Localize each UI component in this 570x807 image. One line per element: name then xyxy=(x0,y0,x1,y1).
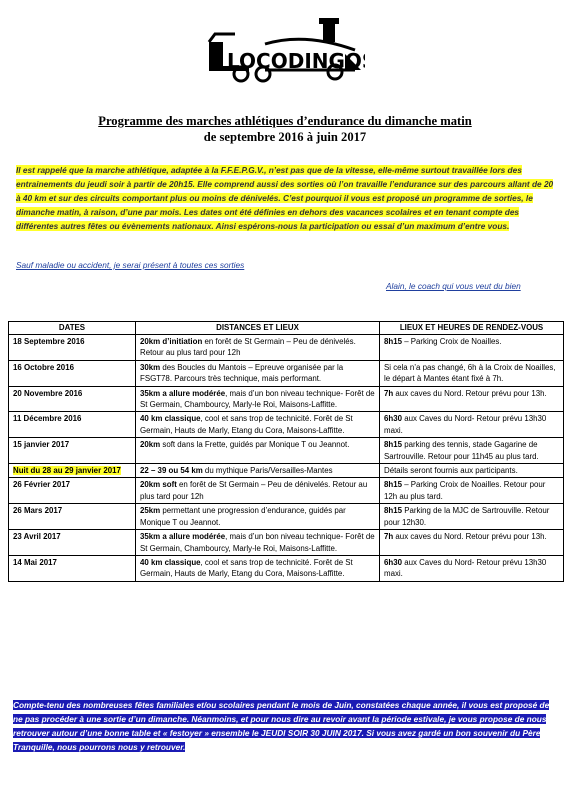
locodingos-logo xyxy=(205,12,365,84)
date-text: 18 Septembre 2016 xyxy=(13,337,85,346)
rendezvous-time: 6h30 xyxy=(384,414,402,424)
distance-bold: 20km d’initiation xyxy=(140,337,203,346)
date-text: 20 Novembre 2016 xyxy=(13,388,83,398)
page-title xyxy=(40,113,530,145)
intro-text: Il est rappelé que la marche athlétique, adaptée à la F.F.E.P.G.V., n’est pas que de la vitesse, elle-même surtout travaillée lors des entrainements du jeudi soir à partir de 20h15. Elle comprend aussi des sorties où l’on travaille l’endurance sur des parcours allant de 20 à 40 km et sur des circuits comportant plus ou moins de dénivelés. C’est pourquoi il vous est proposé un programme de sorties, le dimanche matin, à raison, d’une par mois. Les dates ont été définies en dehors des vacances scolaires et en tenant compte des différentes autres fêtes ou évènements nationaux. Ainsi espérons-nous la participation ou essai d’un maximum d’entre vous. xyxy=(16,165,554,232)
table-row xyxy=(9,438,564,464)
table-row xyxy=(9,530,564,556)
row-rendezvous xyxy=(380,360,564,386)
distance-bold: 35km a allure modérée xyxy=(140,388,226,398)
date-text: 23 Avril 2017 xyxy=(13,532,61,542)
header-dates: DATES xyxy=(9,322,136,335)
rendezvous-time: 8h15 xyxy=(384,506,402,516)
rendezvous-time: 8h15 xyxy=(384,440,402,450)
row-rendezvous xyxy=(380,504,564,530)
distance-bold: 40 km classique xyxy=(140,414,201,424)
table-row xyxy=(9,386,564,412)
rendezvous-text: Détails seront fournis aux participants. xyxy=(384,466,518,476)
intro-paragraph xyxy=(16,163,556,233)
distance-bold: 20km xyxy=(140,440,161,450)
row-distance xyxy=(136,386,380,412)
row-date xyxy=(9,438,136,464)
closing-paragraph xyxy=(13,698,556,754)
date-text: Nuit du 28 au 29 janvier 2017 xyxy=(13,466,121,476)
row-date xyxy=(9,464,136,478)
row-date xyxy=(9,555,136,581)
logo-lettering: LOCODINGOS xyxy=(227,49,365,73)
distance-bold: 20km soft xyxy=(140,480,177,490)
row-distance xyxy=(136,555,380,581)
row-date xyxy=(9,530,136,556)
row-date xyxy=(9,478,136,504)
row-date xyxy=(9,386,136,412)
distance-text: , cool et sans trop de technicité. Forêt de St Germain, Hauts de Marly, Etang du Cora, Maisons-Laffitte. xyxy=(140,557,353,579)
distance-bold: 35km a allure modérée xyxy=(140,532,226,542)
row-distance xyxy=(136,464,380,478)
distance-bold: 22 – 39 ou 54 km xyxy=(140,466,203,476)
rendezvous-text: Si cela n’a pas changé, 6h à la Croix de Noailles, le départ à Mantes étant fixé à 7h. xyxy=(384,362,556,384)
row-date xyxy=(9,504,136,530)
rendezvous-text: – Parking Croix de Noailles. Retour pour 12h au plus tard. xyxy=(384,480,546,501)
distance-text: du mythique Paris/Versailles-Mantes xyxy=(202,466,333,476)
row-rendezvous xyxy=(380,464,564,478)
distance-text: , mais d’un bon niveau technique- Forêt de St Germain, Chambourcy, Marly-le Roi, Maisons-Laffitte. xyxy=(140,388,375,410)
table-header-row xyxy=(9,322,564,335)
header-distances: DISTANCES ET LIEUX xyxy=(136,322,380,335)
date-text: 16 Octobre 2016 xyxy=(13,362,74,372)
date-text: 26 Mars 2017 xyxy=(13,506,63,516)
closing-text: Compte-tenu des nombreuses fêtes familiales et/ou scolaires pendant le mois de Juin, constatées chaque année, il vous est proposé de ne pas procéder à une sortie d’un dimanche. Néanmoins, et pour nous dire au revoir avant la période estivale, je vous propose de nous retrouver autour d’une bonne table et « festoyer » ensemble le JEUDI SOIR 30 JUIN 2017. Si vous avez gardé un bon souvenir du Père Tranquille, nous pourrons nous y retrouver. xyxy=(13,700,550,753)
distance-text: , cool et sans trop de technicité. Forêt de St Germain, Hauts de Marly, Etang du Cora, Maisons-Laffitte. xyxy=(140,414,353,435)
date-text: 14 Mai 2017 xyxy=(13,557,57,567)
title-line-2: de septembre 2016 à juin 2017 xyxy=(203,130,367,144)
distance-text: en forêt de St Germain – Peu de dénivelés. Retour au plus tard pour 12h xyxy=(140,337,356,358)
row-rendezvous xyxy=(380,555,564,581)
title-line-1: Programme des marches athlétiques d’endurance du dimanche matin xyxy=(98,114,472,128)
distance-text: en forêt de St Germain – Peu de dénivelés. Retour au plus tard pour 12h xyxy=(140,480,368,501)
rendezvous-time: 6h30 xyxy=(384,557,402,567)
distance-text: des Boucles du Mantois – Epreuve organisée par la FSGT78. Parcours très technique, mais performant. xyxy=(140,362,344,384)
rendezvous-time: 8h15 xyxy=(384,337,402,346)
row-rendezvous xyxy=(380,412,564,438)
rendezvous-time: 7h xyxy=(384,532,394,542)
table-row xyxy=(9,504,564,530)
attendance-note: Sauf maladie ou accident, je serai présent à toutes ces sorties xyxy=(16,260,245,270)
coach-signature: Alain, le coach qui vous veut du bien xyxy=(386,281,521,291)
row-date xyxy=(9,360,136,386)
rendezvous-time: 7h xyxy=(384,388,394,398)
rendezvous-text: aux caves du Nord. Retour prévu pour 13h. xyxy=(393,388,547,398)
table-row xyxy=(9,464,564,478)
rendezvous-text: Parking de la MJC de Sartrouville. Retour pour 12h30. xyxy=(384,506,550,527)
row-date xyxy=(9,412,136,438)
row-distance xyxy=(136,504,380,530)
rendezvous-text: aux Caves du Nord- Retour prévu 13h30 maxi. xyxy=(384,557,547,579)
distance-text: , mais d’un bon niveau technique- Forêt de St Germain, Chambourcy, Marly-le Roi, Maisons-Laffitte. xyxy=(140,532,375,553)
rendezvous-text: parking des tennis, stade Gagarine de Sartrouville. Retour pour 11h45 au plus tard. xyxy=(384,440,539,461)
distance-text: soft dans la Frette, guidés par Monique T ou Jeannot. xyxy=(160,440,350,450)
row-distance xyxy=(136,335,380,361)
distance-bold: 30km xyxy=(140,362,161,372)
table-row xyxy=(9,478,564,504)
table-row xyxy=(9,335,564,361)
row-distance xyxy=(136,412,380,438)
distance-bold: 40 km classique xyxy=(140,557,201,567)
row-distance xyxy=(136,438,380,464)
row-rendezvous xyxy=(380,438,564,464)
row-date xyxy=(9,335,136,361)
row-distance xyxy=(136,530,380,556)
rendezvous-time: 8h15 xyxy=(384,480,402,490)
row-rendezvous xyxy=(380,335,564,361)
distance-text: permettant une progression d’endurance, guidés par Monique T ou Jeannot. xyxy=(140,506,346,527)
table-row xyxy=(9,555,564,581)
rendezvous-text: aux caves du Nord. Retour prévu pour 13h. xyxy=(393,532,547,542)
rendezvous-text: – Parking Croix de Noailles. xyxy=(402,337,502,346)
row-rendezvous xyxy=(380,386,564,412)
distance-bold: 25km xyxy=(140,506,161,516)
rendezvous-text: aux Caves du Nord- Retour prévu 13h30 maxi. xyxy=(384,414,547,435)
row-distance xyxy=(136,360,380,386)
table-row xyxy=(9,360,564,386)
date-text: 15 janvier 2017 xyxy=(13,440,70,450)
row-rendezvous xyxy=(380,478,564,504)
schedule-table xyxy=(8,321,564,582)
date-text: 26 Février 2017 xyxy=(13,480,71,490)
date-text: 11 Décembre 2016 xyxy=(13,414,82,424)
table-row xyxy=(9,412,564,438)
row-rendezvous xyxy=(380,530,564,556)
header-rendezvous: LIEUX ET HEURES DE RENDEZ-VOUS xyxy=(380,322,564,335)
row-distance xyxy=(136,478,380,504)
